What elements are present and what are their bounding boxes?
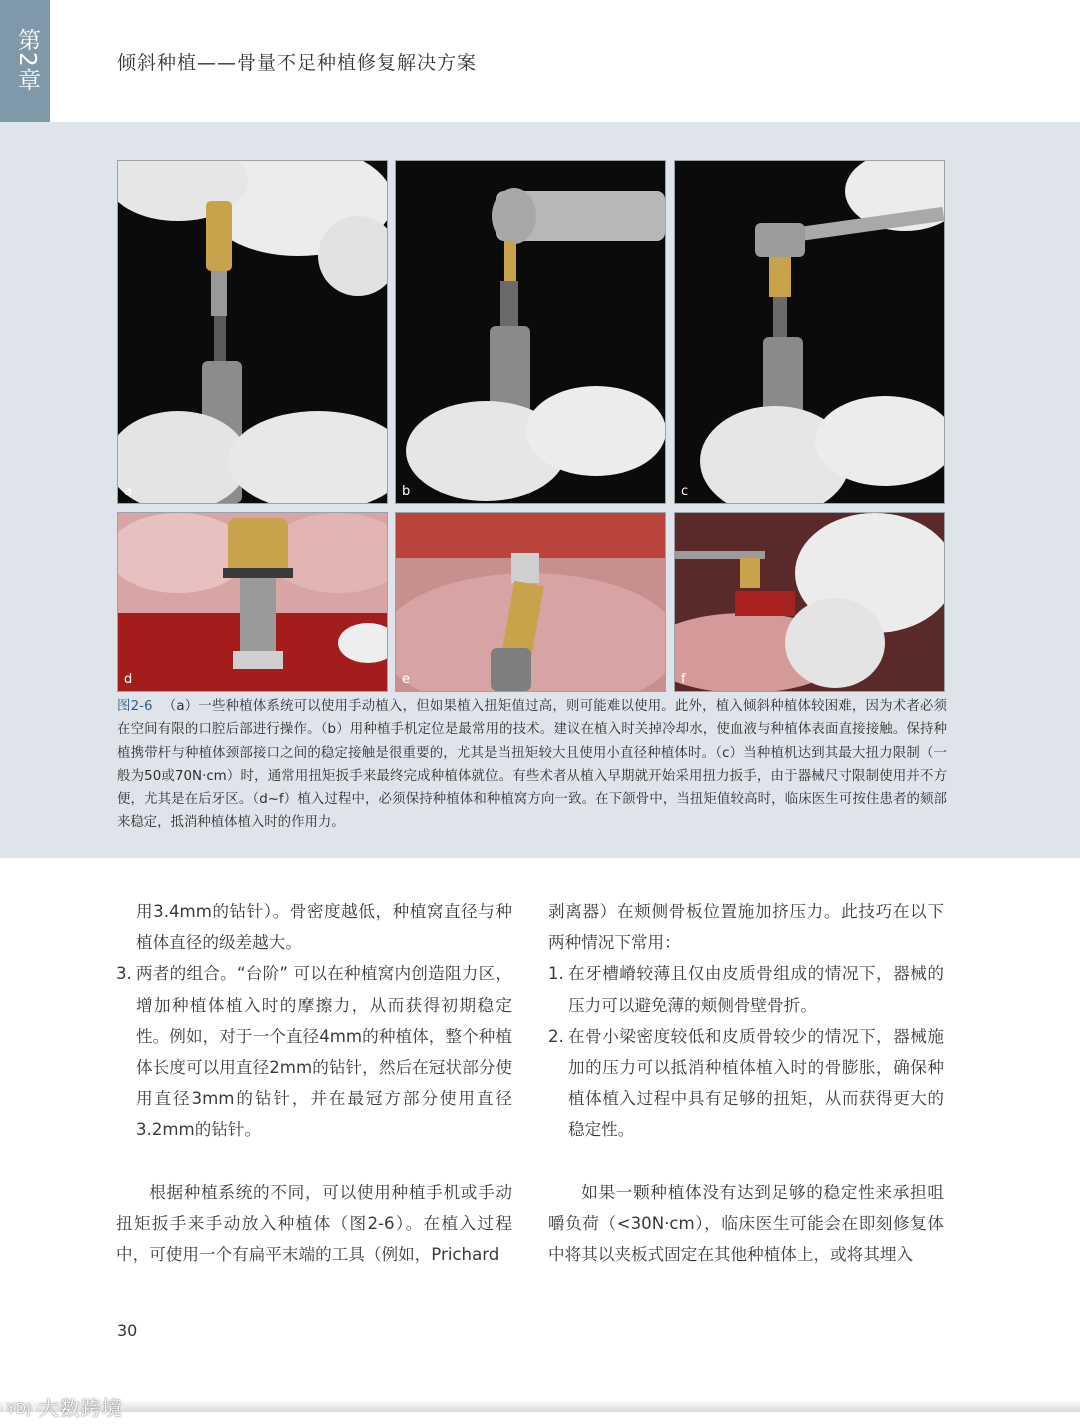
implant-handpiece-photo-icon: [396, 161, 665, 503]
continuation-text: 用3.4mm的钻针）。骨密度越低，种植窝直径与种植体直径的级差越大。: [136, 902, 512, 953]
left-column: [116, 896, 512, 1270]
panel-label: e: [402, 672, 410, 687]
watermark-text: 大数跨境: [38, 1396, 123, 1420]
figure-photo-d: [117, 512, 388, 692]
figure-caption: [117, 695, 947, 835]
chapter-label: 第2章: [14, 28, 40, 92]
panel-label: f: [681, 672, 686, 687]
list-text: 两者的组合。“台阶” 可以在种植窝内创造阻力区，增加种植体植入时的摩擦力，从而获得初期稳定性。例如，对于一个直径4mm的种植体，整个种植体长度可以用直径2mm的钻针，然后在冠状部分使用直径3mm的钻针，并在最冠方部分使用直径3.2mm的钻针。: [136, 964, 512, 1140]
watermark-logo-icon: YDJ: [4, 1401, 35, 1418]
implant-insertion-lower-jaw-photo-icon: [396, 513, 665, 691]
figure-photo-c: [674, 160, 945, 504]
continuation-text: 剥离器）在颊侧骨板位置施加挤压力。此技巧在以下两种情况下常用：: [548, 902, 944, 953]
list-item: [548, 1021, 944, 1146]
list-text: 在骨小梁密度较低和皮质骨较少的情况下，器械施加的压力可以抵消种植体植入时的骨膨胀，确保种植体植入过程中具有足够的扭矩，从而获得更大的稳定性。: [568, 1026, 944, 1140]
running-head: 倾斜种植——骨量不足种植修复解决方案: [117, 52, 478, 74]
clinical-mouth-view-photo-icon: [675, 513, 944, 691]
caption-text: （a）一些种植体系统可以使用手动植入，但如果植入扭矩值过高，则可能难以使用。此外，植入倾斜种植体较困难，因为术者必须在空间有限的口腔后部进行操作。（b）用种植手机定位是最常用的技术。建议在植入时关掉冷却水，使血液与种植体表面直接接触。保持种植携带杆与种植体颈部接口之间的稳定接触是很重要的，尤其是当扭矩较大且使用小直径种植体时。（c）当种植机达到其最大扭力限制（一般为50或70N·cm）时，通常用扭矩扳手来最终完成种植体就位。有些术者从植入早期就开始采用扭力扳手，由于器械尺寸限制使用并不方便，尤其是在后牙区。（d~f）植入过程中，必须保持种植体和种植窝方向一致。在下颌骨中，当扭矩值较高时，临床医生可按住患者的颏部来稳定，抵消种植体植入时的作用力。: [117, 699, 948, 831]
page-number: 30: [117, 1321, 138, 1340]
body-paragraph: 如果一颗种植体没有达到足够的稳定性来承担咀嚼负荷（<30N·cm），临床医生可能会在即刻修复体中将其以夹板式固定在其他种植体上，或将其埋入: [548, 1182, 944, 1265]
right-column: [548, 896, 944, 1270]
panel-label: b: [402, 484, 411, 499]
list-number: 1.: [548, 964, 564, 984]
list-number: 2.: [548, 1026, 564, 1046]
implant-manual-insertion-photo-icon: [118, 161, 387, 503]
body-paragraph: 根据种植系统的不同，可以使用种植手机或手动扭矩扳手来手动放入种植体（图2-6）。在植入过程中，可使用一个有扁平末端的工具（例如，Prichard: [116, 1182, 512, 1265]
figure-photo-f: [674, 512, 945, 692]
list-item: [548, 958, 944, 1020]
list-item: [116, 958, 512, 1145]
figure-number: 图2-6: [117, 699, 153, 714]
figure-photo-e: [395, 512, 666, 692]
chapter-tab: [0, 0, 50, 122]
bottom-rule: [0, 1400, 1080, 1412]
list-number: 3.: [116, 964, 132, 984]
figure-photo-b: [395, 160, 666, 504]
torque-wrench-photo-icon: [675, 161, 944, 503]
implant-in-bone-photo-icon: [118, 513, 387, 691]
panel-label: c: [681, 484, 689, 499]
panel-label: d: [124, 672, 133, 687]
panel-label: a: [124, 484, 132, 499]
watermark: [4, 1392, 123, 1421]
list-text: 在牙槽嵴较薄且仅由皮质骨组成的情况下，器械的压力可以避免薄的颊侧骨壁骨折。: [568, 964, 944, 1015]
figure-photo-a: [117, 160, 388, 504]
